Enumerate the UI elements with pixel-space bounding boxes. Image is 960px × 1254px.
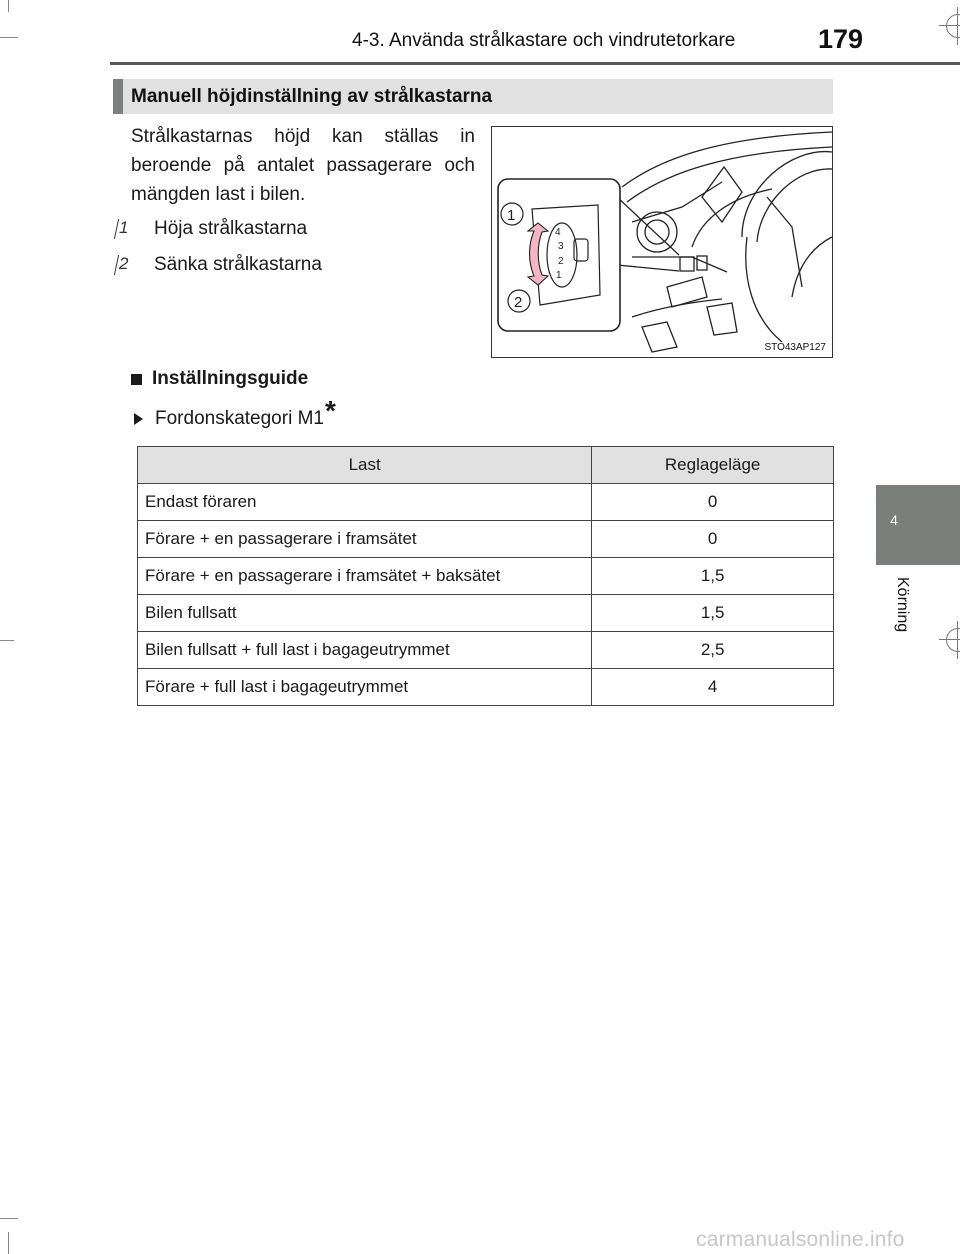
- load-cell: Förare + en passagerare i framsätet: [138, 521, 592, 558]
- section-title: Manuell höjdinställning av strålkastarna: [131, 86, 493, 107]
- callout-text: Sänka strålkastarna: [154, 254, 322, 275]
- footnote-asterisk: *: [324, 395, 336, 426]
- table-header-row: [138, 447, 834, 484]
- guide-heading: [131, 368, 308, 390]
- column-header-position: Reglageläge: [592, 447, 834, 484]
- callout-item: [116, 216, 307, 242]
- position-cell: 1,5: [592, 595, 834, 632]
- position-cell: 4: [592, 669, 834, 706]
- table-row: [138, 595, 834, 632]
- figure-callout-1: 1: [507, 207, 516, 224]
- position-cell: 0: [592, 521, 834, 558]
- chapter-tab-label: Körning: [894, 577, 911, 633]
- position-cell: 1,5: [592, 558, 834, 595]
- load-cell: Förare + full last i bagageutrymmet: [138, 669, 592, 706]
- crop-mark: [0, 1218, 18, 1219]
- figure-code: STO43AP127: [764, 342, 826, 353]
- callout-text: Höja strålkastarna: [154, 218, 308, 239]
- chapter-header: 4-3. Använda strålkastare och vindrutetorkare: [352, 30, 736, 51]
- square-bullet-icon: [131, 374, 142, 385]
- leveling-guide-table: [137, 446, 834, 706]
- intro-paragraph: Strålkastarnas höjd kan ställas in beroende på antalet passagerare och mängden last i bilen.: [131, 126, 475, 205]
- vehicle-category: [134, 395, 336, 435]
- callout-number: 1: [116, 218, 136, 240]
- table-row: [138, 521, 834, 558]
- crop-mark: [8, 0, 9, 12]
- table-row: [138, 632, 834, 669]
- triangle-bullet-icon: [134, 413, 143, 425]
- figure-callout-2: 2: [514, 294, 523, 311]
- guide-heading-text: Inställningsguide: [152, 368, 309, 389]
- dial-mark-4: 4: [555, 227, 561, 238]
- crop-mark: [0, 640, 14, 641]
- dial-mark-1: 1: [556, 270, 562, 281]
- registration-mark: [946, 628, 960, 652]
- vehicle-category-text: Fordonskategori M1: [155, 408, 324, 429]
- position-cell: 2,5: [592, 632, 834, 669]
- load-cell: Bilen fullsatt + full last i bagageutrymmet: [138, 632, 592, 669]
- dial-mark-3: 3: [558, 241, 564, 252]
- callout-number: 2: [116, 254, 136, 276]
- crop-mark: [8, 1232, 9, 1254]
- position-cell: 0: [592, 484, 834, 521]
- column-header-load: Last: [138, 447, 592, 484]
- table-row: [138, 484, 834, 521]
- watermark: carmanualsonline.info: [696, 1228, 905, 1251]
- load-cell: Endast föraren: [138, 484, 592, 521]
- table-row: [138, 558, 834, 595]
- callout-item: [116, 252, 322, 278]
- chapter-tab-number: 4: [890, 512, 898, 528]
- crop-mark: [0, 37, 18, 38]
- load-cell: Förare + en passagerare i framsätet + baksätet: [138, 558, 592, 595]
- headlight-leveling-illustration: [491, 126, 833, 358]
- dial-mark-2: 2: [558, 256, 564, 267]
- page-number: 179: [818, 24, 864, 54]
- table-row: [138, 669, 834, 706]
- load-cell: Bilen fullsatt: [138, 595, 592, 632]
- header-rule: [110, 62, 960, 65]
- dashboard-drawing: [492, 127, 832, 357]
- registration-mark: [946, 14, 960, 38]
